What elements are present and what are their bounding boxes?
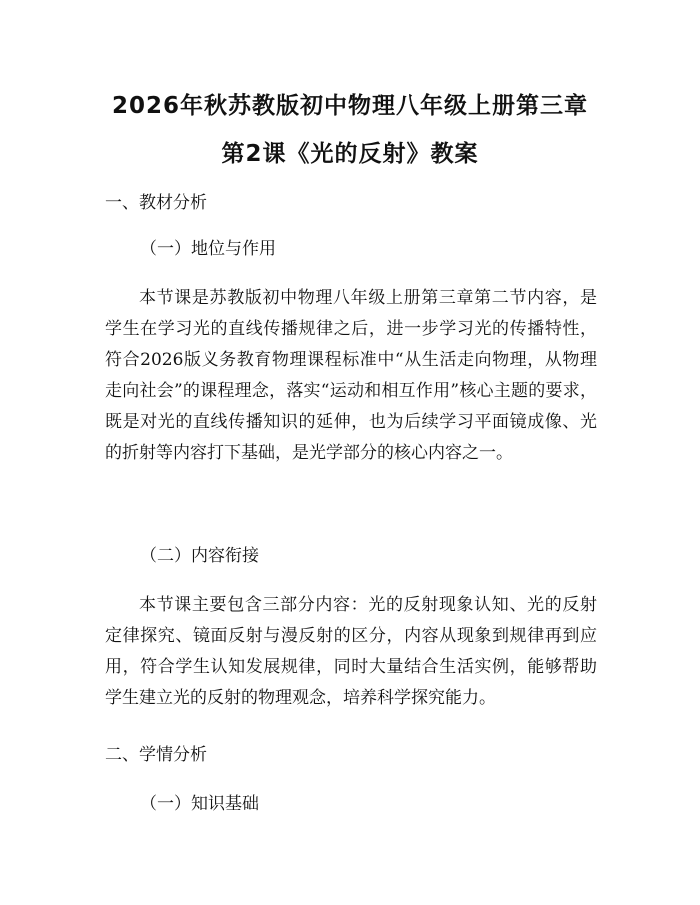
- section-heading-textbook-analysis: 一、教材分析: [105, 193, 207, 213]
- subsection-heading-knowledge-base: （一）知识基础: [140, 794, 259, 814]
- paragraph-content-connection: 本节课主要包含三部分内容：光的反射现象认知、光的反射定律探究、镜面反射与漫反射的区分，内容从现象到规律再到应用，符合学生认知发展规律，同时大量结合生活实例，能够帮助学生建立光的反射的物理观念，培养科学探究能力。: [105, 595, 597, 708]
- document-title-line-2: 第2课《光的反射》教案: [221, 141, 479, 167]
- section-heading-student-analysis: 二、学情分析: [105, 745, 207, 765]
- document-title-line-1: 2026年秋苏教版初中物理八年级上册第三章: [111, 93, 588, 119]
- subsection-heading-content-connection: （二）内容衔接: [140, 546, 259, 566]
- subsection-heading-position-and-role: （一）地位与作用: [140, 239, 276, 259]
- paragraph-position-and-role: 本节课是苏教版初中物理八年级上册第三章第二节内容，是学生在学习光的直线传播规律之后，进一步学习光的传播特性，符合2026版义务教育物理课程标准中“从生活走向物理，从物理走向社会”的课程理念，落实“运动和相互作用”核心主题的要求，既是对光的直线传播知识的延伸，也为后续学习平面镜成像、光的折射等内容打下基础，是光学部分的核心内容之一。: [105, 288, 597, 463]
